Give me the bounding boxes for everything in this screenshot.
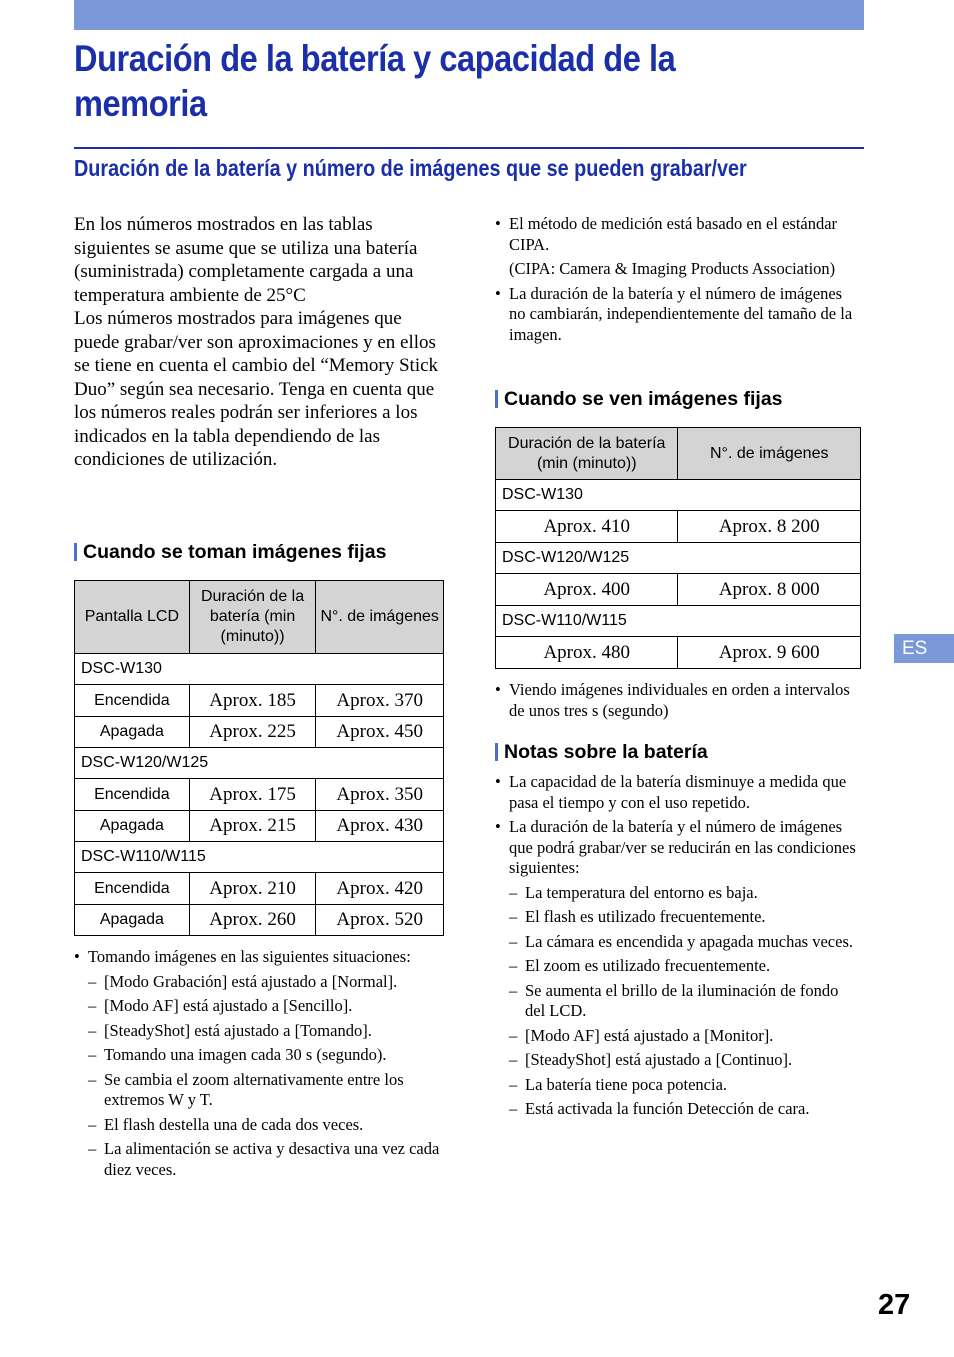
- duration-cell: Aprox. 260: [189, 905, 316, 936]
- viewing-table: [495, 427, 861, 669]
- heading-marker: [74, 543, 77, 561]
- images-cell: Aprox. 370: [316, 685, 444, 717]
- battery-notes-heading-text: Notas sobre la batería: [504, 741, 708, 763]
- measurement-notes: [495, 214, 857, 349]
- list-item: • El método de medición está basado en el estándar CIPA.: [495, 214, 857, 255]
- list-item: – La alimentación se activa y desactiva una vez cada diez veces.: [74, 1139, 446, 1180]
- lcd-cell: Apagada: [75, 811, 190, 842]
- list-item: – [SteadyShot] está ajustado a [Tomando].: [74, 1021, 446, 1042]
- images-cell: Aprox. 450: [316, 717, 444, 748]
- list-item: – [Modo Grabación] está ajustado a [Normal].: [74, 972, 446, 993]
- page-number: 27: [878, 1289, 911, 1321]
- images-cell: Aprox. 9 600: [678, 637, 861, 669]
- shooting-heading-text: Cuando se toman imágenes fijas: [83, 541, 387, 563]
- list-item: – La cámara es encendida y apagada muchas veces.: [495, 932, 857, 953]
- viewing-col-duration: Duración de la batería (min (minuto)): [496, 428, 678, 480]
- intro-paragraph-1: En los números mostrados en las tablas siguientes se asume que se utiliza una batería (suministrada) completamente cargada a una temperatura ambiente de 25°C: [74, 214, 418, 306]
- viewing-heading: [495, 387, 783, 411]
- model-row: DSC-W130: [496, 480, 861, 511]
- list-item: – El flash es utilizado frecuentemente.: [495, 907, 857, 928]
- lcd-cell: Encendida: [75, 779, 190, 811]
- images-cell: Aprox. 430: [316, 811, 444, 842]
- list-item: – Se aumenta el brillo de la iluminación de fondo del LCD.: [495, 981, 857, 1022]
- lcd-cell: Encendida: [75, 685, 190, 717]
- shooting-notes: [74, 947, 446, 1184]
- section-subtitle: Duración de la batería y número de imágenes que se pueden grabar/ver: [74, 155, 747, 181]
- duration-cell: Aprox. 480: [496, 637, 678, 669]
- viewing-heading-text: Cuando se ven imágenes fijas: [504, 388, 783, 410]
- images-cell: Aprox. 350: [316, 779, 444, 811]
- list-item: – [Modo AF] está ajustado a [Monitor].: [495, 1026, 857, 1047]
- list-item: – Se cambia el zoom alternativamente entre los extremos W y T.: [74, 1070, 446, 1111]
- model-row: DSC-W130: [75, 654, 444, 685]
- shooting-col-duration: Duración de la batería (min (minuto)): [189, 581, 316, 654]
- duration-cell: Aprox. 400: [496, 574, 678, 606]
- battery-notes: [495, 772, 857, 1124]
- top-color-bar: [74, 0, 864, 30]
- model-row: DSC-W110/W115: [496, 606, 861, 637]
- list-item: – La batería tiene poca potencia.: [495, 1075, 857, 1096]
- images-cell: Aprox. 420: [316, 873, 444, 905]
- viewing-col-images: N°. de imágenes: [678, 428, 861, 480]
- model-row: DSC-W120/W125: [75, 748, 444, 779]
- title-rule: [74, 147, 864, 149]
- shooting-table: [74, 580, 444, 936]
- intro-text: [74, 213, 446, 472]
- shooting-col-images: N°. de imágenes: [316, 581, 444, 654]
- list-item: • La capacidad de la batería disminuye a medida que pasa el tiempo y con el uso repetido.: [495, 772, 857, 813]
- images-cell: Aprox. 8 200: [678, 511, 861, 543]
- list-item: – Está activada la función Detección de cara.: [495, 1099, 857, 1120]
- duration-cell: Aprox. 175: [189, 779, 316, 811]
- heading-marker: [495, 390, 498, 408]
- list-item: – El zoom es utilizado frecuentemente.: [495, 956, 857, 977]
- shooting-heading: [74, 540, 386, 564]
- intro-paragraph-2: Los números mostrados para imágenes que puede grabar/ver son aproximaciones y en ellos se tiene en cuenta el cambio del “Memory Stick Duo” según sea necesario. Tenga en cuenta que los números reales podrán ser inferiores a los indicados en la tabla dependiendo de las condiciones de utilización.: [74, 308, 439, 470]
- shooting-col-lcd: Pantalla LCD: [75, 581, 190, 654]
- lcd-cell: Apagada: [75, 905, 190, 936]
- language-tab: ES: [894, 634, 954, 663]
- list-item: • Viendo imágenes individuales en orden a intervalos de unos tres s (segundo): [495, 680, 857, 721]
- list-item: • La duración de la batería y el número de imágenes no cambiarán, independientemente del tamaño de la imagen.: [495, 284, 857, 346]
- images-cell: Aprox. 8 000: [678, 574, 861, 606]
- model-row: DSC-W110/W115: [75, 842, 444, 873]
- duration-cell: Aprox. 410: [496, 511, 678, 543]
- list-item: • Tomando imágenes en las siguientes situaciones:: [74, 947, 446, 968]
- model-row: DSC-W120/W125: [496, 543, 861, 574]
- duration-cell: Aprox. 225: [189, 717, 316, 748]
- lcd-cell: Apagada: [75, 717, 190, 748]
- duration-cell: Aprox. 210: [189, 873, 316, 905]
- images-cell: Aprox. 520: [316, 905, 444, 936]
- heading-marker: [495, 743, 498, 761]
- duration-cell: Aprox. 185: [189, 685, 316, 717]
- page-title-line2: memoria: [74, 83, 207, 124]
- lcd-cell: Encendida: [75, 873, 190, 905]
- battery-notes-heading: [495, 740, 708, 764]
- list-item: – Tomando una imagen cada 30 s (segundo).: [74, 1045, 446, 1066]
- list-item: • La duración de la batería y el número de imágenes que podrá grabar/ver se reducirán en las condiciones siguientes:: [495, 817, 857, 879]
- viewing-notes: [495, 680, 857, 725]
- list-item: – [SteadyShot] está ajustado a [Continuo].: [495, 1050, 857, 1071]
- list-item: – [Modo AF] está ajustado a [Sencillo].: [74, 996, 446, 1017]
- list-item: – La temperatura del entorno es baja.: [495, 883, 857, 904]
- list-item-note: (CIPA: Camera & Imaging Products Association): [509, 259, 836, 278]
- page-title: [74, 36, 866, 126]
- list-item: – El flash destella una de cada dos veces.: [74, 1115, 446, 1136]
- duration-cell: Aprox. 215: [189, 811, 316, 842]
- page-title-line1: Duración de la batería y capacidad de la: [74, 38, 676, 79]
